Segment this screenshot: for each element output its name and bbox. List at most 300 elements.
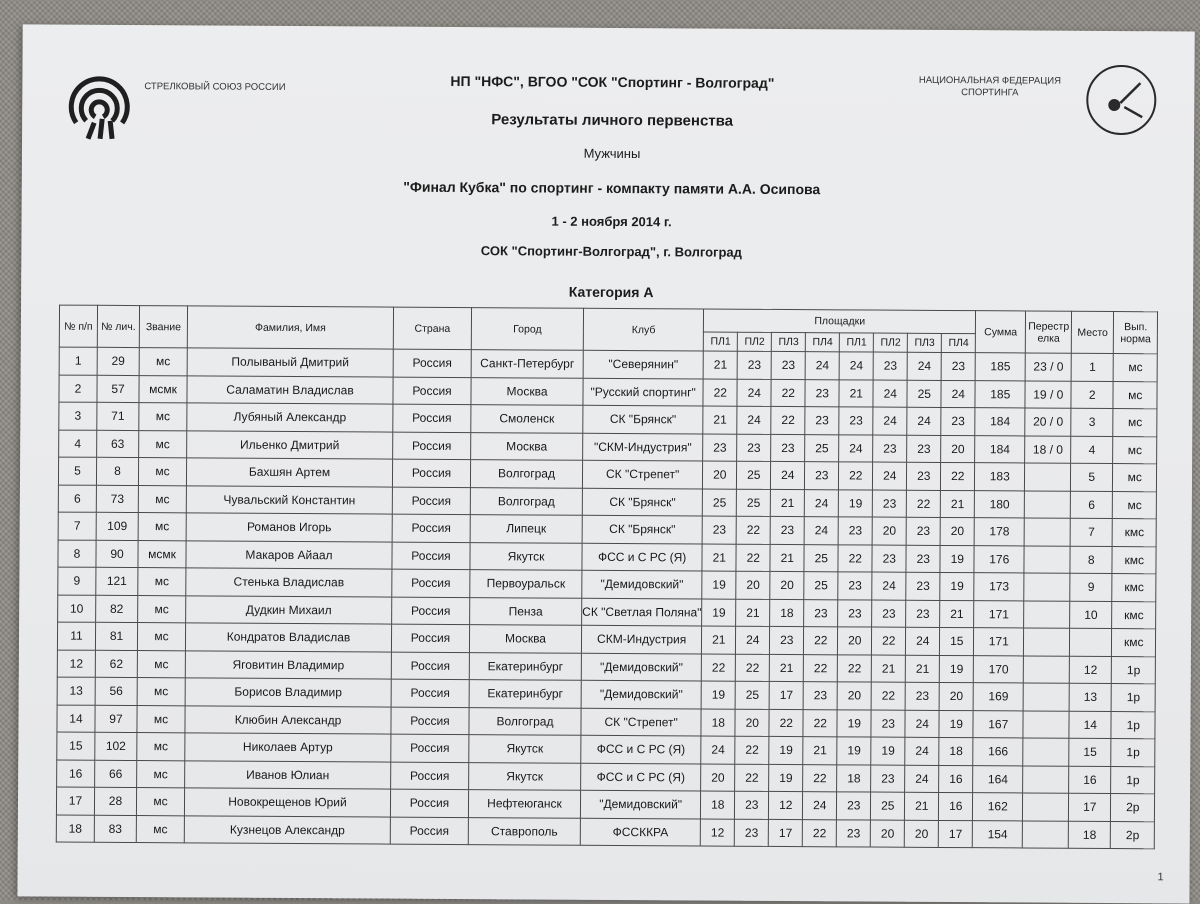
round-score: 20 bbox=[838, 627, 872, 655]
shootoff-result bbox=[1023, 683, 1069, 711]
round-score: 18 bbox=[837, 764, 871, 792]
place: 4 bbox=[1071, 436, 1113, 464]
place: 18 bbox=[1069, 821, 1111, 849]
round-score: 22 bbox=[736, 544, 770, 572]
athlete-name: Лубяный Александр bbox=[187, 403, 393, 432]
round-score: 23 bbox=[941, 352, 975, 380]
round-score: 19 bbox=[769, 764, 803, 792]
total-sum: 169 bbox=[973, 683, 1023, 711]
license-number: 28 bbox=[94, 787, 136, 815]
col-header-license: № лич. bbox=[97, 305, 139, 347]
round-score: 19 bbox=[702, 599, 736, 627]
norm-achieved: кмс bbox=[1112, 519, 1156, 547]
athlete-name: Чувальский Константин bbox=[186, 485, 392, 514]
city: Ставрополь bbox=[468, 817, 580, 845]
round-score: 19 bbox=[940, 572, 974, 600]
document-title: Результаты личного первенства bbox=[491, 111, 734, 130]
sport-rank: мс bbox=[136, 788, 184, 816]
row-number: 3 bbox=[59, 402, 97, 430]
round-score: 23 bbox=[805, 462, 839, 490]
round-score: 20 bbox=[905, 820, 939, 848]
row-number: 13 bbox=[57, 677, 95, 705]
round-score: 25 bbox=[735, 681, 769, 709]
total-sum: 184 bbox=[975, 435, 1025, 463]
place bbox=[1070, 628, 1112, 656]
license-number: 29 bbox=[97, 347, 139, 375]
license-number: 102 bbox=[95, 732, 137, 760]
round-score: 24 bbox=[736, 626, 770, 654]
col-header-round: ПЛ4 bbox=[942, 333, 976, 352]
round-score: 24 bbox=[805, 489, 839, 517]
country: Россия bbox=[390, 789, 468, 817]
norm-achieved: 2р bbox=[1111, 821, 1155, 849]
city: Липецк bbox=[470, 515, 582, 543]
row-number: 4 bbox=[59, 430, 97, 458]
round-score: 22 bbox=[736, 516, 770, 544]
round-score: 15 bbox=[940, 627, 974, 655]
round-score: 22 bbox=[771, 406, 805, 434]
sport-rank: мс bbox=[137, 760, 185, 788]
total-sum: 176 bbox=[974, 545, 1024, 573]
sport-rank: мс bbox=[139, 348, 187, 376]
round-score: 24 bbox=[737, 379, 771, 407]
category-label: Категория А bbox=[568, 283, 654, 301]
round-score: 22 bbox=[871, 682, 905, 710]
city: Пенза bbox=[470, 597, 582, 625]
total-sum: 171 bbox=[974, 600, 1024, 628]
total-sum: 154 bbox=[973, 820, 1023, 848]
round-score: 24 bbox=[905, 710, 939, 738]
country: Россия bbox=[392, 569, 470, 597]
round-score: 21 bbox=[803, 737, 837, 765]
round-score: 20 bbox=[837, 682, 871, 710]
round-score: 18 bbox=[770, 599, 804, 627]
round-score: 22 bbox=[735, 736, 769, 764]
country: Россия bbox=[392, 459, 470, 487]
round-score: 25 bbox=[737, 489, 771, 517]
round-score: 22 bbox=[839, 462, 873, 490]
round-score: 19 bbox=[940, 545, 974, 573]
gender-label: Мужчины bbox=[583, 145, 641, 162]
round-score: 22 bbox=[804, 627, 838, 655]
round-score: 19 bbox=[839, 489, 873, 517]
shootoff-result bbox=[1024, 628, 1070, 656]
row-number: 9 bbox=[58, 567, 96, 595]
round-score: 22 bbox=[838, 544, 872, 572]
club: ФСС и С РС (Я) bbox=[582, 543, 702, 571]
round-score: 23 bbox=[871, 710, 905, 738]
license-number: 81 bbox=[95, 622, 137, 650]
norm-achieved: мс bbox=[1113, 381, 1157, 409]
event-name: "Финал Кубка" по спортинг - компакту памяти А.А. Осипова bbox=[403, 178, 821, 198]
norm-achieved: мс bbox=[1113, 409, 1157, 437]
total-sum: 167 bbox=[973, 710, 1023, 738]
round-score: 19 bbox=[702, 571, 736, 599]
org-right-name: НАЦИОНАЛЬНАЯ ФЕДЕРАЦИЯ СПОРТИНГА bbox=[918, 74, 1062, 99]
place: 1 bbox=[1071, 353, 1113, 381]
sport-rank: мс bbox=[139, 430, 187, 458]
license-number: 83 bbox=[94, 815, 136, 843]
country: Россия bbox=[393, 432, 471, 460]
city: Москва bbox=[471, 377, 583, 405]
total-sum: 180 bbox=[975, 490, 1025, 518]
round-score: 23 bbox=[871, 765, 905, 793]
round-score: 23 bbox=[907, 462, 941, 490]
round-score: 24 bbox=[803, 792, 837, 820]
norm-achieved: 1р bbox=[1111, 684, 1155, 712]
sport-rank: мсмк bbox=[139, 375, 187, 403]
club: СК "Стрепет" bbox=[581, 708, 701, 736]
col-header-num: № п/п bbox=[59, 305, 97, 347]
club: СК "Стрепет" bbox=[582, 460, 702, 488]
license-number: 56 bbox=[95, 677, 137, 705]
place: 15 bbox=[1069, 738, 1111, 766]
sport-rank: мс bbox=[137, 705, 185, 733]
club: "Северянин" bbox=[583, 350, 703, 378]
row-number: 16 bbox=[57, 760, 95, 788]
document-sheet bbox=[17, 24, 1194, 903]
round-score: 23 bbox=[703, 434, 737, 462]
athlete-name: Саламатин Владислав bbox=[187, 375, 393, 404]
club: "Демидовский" bbox=[582, 570, 702, 598]
sport-rank: мс bbox=[136, 815, 184, 843]
sport-rank: мс bbox=[137, 678, 185, 706]
athlete-name: Бахшян Артем bbox=[186, 458, 392, 487]
round-score: 23 bbox=[771, 351, 805, 379]
round-score: 25 bbox=[703, 489, 737, 517]
shootoff-result bbox=[1024, 655, 1070, 683]
round-score: 24 bbox=[804, 517, 838, 545]
round-score: 21 bbox=[941, 490, 975, 518]
round-score: 21 bbox=[940, 600, 974, 628]
round-score: 24 bbox=[873, 380, 907, 408]
round-score: 23 bbox=[771, 434, 805, 462]
country: Россия bbox=[392, 597, 470, 625]
round-score: 21 bbox=[702, 544, 736, 572]
round-score: 24 bbox=[873, 407, 907, 435]
place: 8 bbox=[1070, 546, 1112, 574]
license-number: 63 bbox=[97, 430, 139, 458]
round-score: 21 bbox=[905, 792, 939, 820]
round-score: 23 bbox=[702, 516, 736, 544]
round-score: 18 bbox=[939, 737, 973, 765]
norm-achieved: мс bbox=[1113, 354, 1157, 382]
round-score: 24 bbox=[907, 407, 941, 435]
round-score: 23 bbox=[906, 572, 940, 600]
sport-rank: мс bbox=[137, 623, 185, 651]
round-score: 23 bbox=[838, 517, 872, 545]
round-score: 24 bbox=[872, 572, 906, 600]
round-score: 22 bbox=[803, 709, 837, 737]
city: Екатеринбург bbox=[469, 652, 581, 680]
athlete-name: Новокрещенов Юрий bbox=[184, 788, 390, 817]
round-score: 22 bbox=[838, 654, 872, 682]
sport-rank: мсмк bbox=[138, 540, 186, 568]
shootoff-result bbox=[1023, 820, 1069, 848]
club: СК "Светлая Поляна" bbox=[582, 598, 702, 626]
round-score: 19 bbox=[837, 737, 871, 765]
round-score: 23 bbox=[805, 379, 839, 407]
norm-achieved: 1р bbox=[1111, 711, 1155, 739]
round-score: 20 bbox=[735, 709, 769, 737]
round-score: 22 bbox=[771, 379, 805, 407]
total-sum: 185 bbox=[975, 380, 1025, 408]
place: 10 bbox=[1070, 601, 1112, 629]
country: Россия bbox=[393, 377, 471, 405]
round-score: 23 bbox=[804, 599, 838, 627]
license-number: 66 bbox=[95, 760, 137, 788]
col-header-sum: Сумма bbox=[976, 311, 1026, 353]
athlete-name: Макаров Айаал bbox=[186, 540, 392, 569]
norm-achieved: 1р bbox=[1111, 739, 1155, 767]
license-number: 109 bbox=[96, 512, 138, 540]
license-number: 71 bbox=[97, 402, 139, 430]
round-score: 16 bbox=[939, 792, 973, 820]
row-number: 17 bbox=[56, 787, 94, 815]
round-score: 23 bbox=[770, 626, 804, 654]
round-score: 19 bbox=[940, 655, 974, 683]
shootoff-result: 20 / 0 bbox=[1025, 408, 1071, 436]
country: Россия bbox=[392, 542, 470, 570]
shootoff-result bbox=[1023, 738, 1069, 766]
shootoff-result: 23 / 0 bbox=[1025, 353, 1071, 381]
round-score: 16 bbox=[939, 765, 973, 793]
round-score: 20 bbox=[939, 682, 973, 710]
license-number: 90 bbox=[96, 540, 138, 568]
round-score: 22 bbox=[702, 654, 736, 682]
norm-achieved: кмс bbox=[1112, 629, 1156, 657]
col-header-shootoff: Перестрелка bbox=[1026, 311, 1072, 353]
sport-rank: мс bbox=[138, 568, 186, 596]
round-score: 19 bbox=[701, 681, 735, 709]
round-score: 25 bbox=[871, 792, 905, 820]
city: Якутск bbox=[469, 735, 581, 763]
athlete-name: Борисов Владимир bbox=[185, 678, 391, 707]
city: Первоуральск bbox=[470, 570, 582, 598]
row-number: 1 bbox=[59, 347, 97, 375]
round-score: 23 bbox=[837, 819, 871, 847]
round-score: 24 bbox=[873, 462, 907, 490]
round-score: 19 bbox=[939, 710, 973, 738]
club: "СКМ-Индустрия" bbox=[583, 433, 703, 461]
row-number: 6 bbox=[58, 485, 96, 513]
sport-rank: мс bbox=[138, 513, 186, 541]
round-score: 23 bbox=[737, 351, 771, 379]
athlete-name: Ильенко Дмитрий bbox=[187, 430, 393, 459]
shootoff-result bbox=[1023, 710, 1069, 738]
round-score: 23 bbox=[735, 791, 769, 819]
sport-rank: мс bbox=[139, 403, 187, 431]
round-score: 21 bbox=[839, 379, 873, 407]
col-header-rank: Звание bbox=[139, 306, 187, 348]
round-score: 22 bbox=[735, 764, 769, 792]
round-score: 23 bbox=[838, 599, 872, 627]
sport-rank: мс bbox=[137, 650, 185, 678]
organizers: НП "НФС", ВГОО "СОК "Спортинг - Волгоград" bbox=[450, 72, 775, 91]
round-score: 23 bbox=[873, 352, 907, 380]
col-header-place: Место bbox=[1072, 311, 1114, 353]
round-score: 22 bbox=[703, 379, 737, 407]
round-score: 24 bbox=[737, 406, 771, 434]
round-score: 23 bbox=[873, 490, 907, 518]
round-score: 21 bbox=[770, 654, 804, 682]
total-sum: 162 bbox=[973, 793, 1023, 821]
row-number: 15 bbox=[57, 732, 95, 760]
country: Россия bbox=[391, 707, 469, 735]
total-sum: 185 bbox=[975, 353, 1025, 381]
athlete-name: Кондратов Владислав bbox=[185, 623, 391, 652]
col-header-round: ПЛ3 bbox=[908, 333, 942, 352]
col-header-club: Клуб bbox=[583, 308, 704, 351]
country: Россия bbox=[391, 734, 469, 762]
athlete-name: Яговитин Владимир bbox=[185, 650, 391, 679]
row-number: 5 bbox=[58, 457, 96, 485]
round-score: 18 bbox=[701, 709, 735, 737]
total-sum: 170 bbox=[974, 655, 1024, 683]
athlete-name: Дудкин Михаил bbox=[186, 595, 392, 624]
country: Россия bbox=[391, 679, 469, 707]
round-score: 20 bbox=[872, 517, 906, 545]
col-header-round: ПЛ1 bbox=[704, 332, 738, 351]
round-score: 21 bbox=[771, 489, 805, 517]
club: "Демидовский" bbox=[581, 653, 701, 681]
total-sum: 183 bbox=[975, 463, 1025, 491]
round-score: 23 bbox=[737, 434, 771, 462]
city: Екатеринбург bbox=[469, 680, 581, 708]
round-score: 23 bbox=[735, 819, 769, 847]
license-number: 62 bbox=[95, 650, 137, 678]
round-score: 17 bbox=[769, 681, 803, 709]
country: Россия bbox=[393, 349, 471, 377]
country: Россия bbox=[391, 652, 469, 680]
norm-achieved: 2р bbox=[1111, 794, 1155, 822]
round-score: 24 bbox=[839, 352, 873, 380]
round-score: 19 bbox=[837, 709, 871, 737]
shootoff-result bbox=[1024, 518, 1070, 546]
license-number: 73 bbox=[96, 485, 138, 513]
row-number: 2 bbox=[59, 375, 97, 403]
city: Санкт-Петербург bbox=[471, 350, 583, 378]
city: Нефтеюганск bbox=[468, 790, 580, 818]
shootoff-result bbox=[1025, 490, 1071, 518]
event-dates: 1 - 2 ноября 2014 г. bbox=[551, 213, 672, 230]
sport-rank: мс bbox=[138, 595, 186, 623]
org-left-name: СТРЕЛКОВЫЙ СОЮЗ РОССИИ bbox=[144, 81, 286, 93]
round-score: 23 bbox=[906, 517, 940, 545]
athlete-name: Иванов Юлиан bbox=[185, 760, 391, 789]
place: 16 bbox=[1069, 766, 1111, 794]
norm-achieved: 1р bbox=[1112, 656, 1156, 684]
norm-achieved: кмс bbox=[1112, 546, 1156, 574]
round-score: 24 bbox=[906, 627, 940, 655]
shootoff-result bbox=[1023, 765, 1069, 793]
country: Россия bbox=[393, 404, 471, 432]
round-score: 23 bbox=[941, 407, 975, 435]
round-score: 20 bbox=[701, 764, 735, 792]
total-sum: 184 bbox=[975, 408, 1025, 436]
club: ФСС и С РС (Я) bbox=[581, 763, 701, 791]
row-number: 18 bbox=[56, 815, 94, 843]
round-score: 22 bbox=[907, 490, 941, 518]
round-score: 23 bbox=[839, 407, 873, 435]
col-header-round: ПЛ2 bbox=[738, 332, 772, 351]
round-score: 20 bbox=[770, 571, 804, 599]
round-score: 22 bbox=[804, 654, 838, 682]
round-score: 20 bbox=[736, 571, 770, 599]
round-score: 19 bbox=[769, 736, 803, 764]
round-score: 23 bbox=[803, 682, 837, 710]
round-score: 23 bbox=[838, 572, 872, 600]
round-score: 20 bbox=[940, 517, 974, 545]
club: ФССККРА bbox=[580, 818, 700, 846]
round-score: 25 bbox=[804, 544, 838, 572]
total-sum: 173 bbox=[974, 573, 1024, 601]
round-score: 12 bbox=[701, 818, 735, 846]
place: 2 bbox=[1071, 381, 1113, 409]
round-score: 24 bbox=[941, 380, 975, 408]
round-score: 22 bbox=[941, 462, 975, 490]
place: 7 bbox=[1070, 518, 1112, 546]
round-score: 23 bbox=[873, 435, 907, 463]
table-row bbox=[56, 815, 1154, 849]
license-number: 82 bbox=[96, 595, 138, 623]
place: 12 bbox=[1070, 656, 1112, 684]
col-header-round: ПЛ1 bbox=[840, 333, 874, 352]
row-number: 10 bbox=[58, 595, 96, 623]
club: ФСС и С РС (Я) bbox=[581, 735, 701, 763]
col-header-norm: Вып. норма bbox=[1114, 312, 1158, 354]
place: 5 bbox=[1071, 463, 1113, 491]
round-score: 23 bbox=[872, 545, 906, 573]
norm-achieved: мс bbox=[1113, 491, 1157, 519]
round-score: 20 bbox=[703, 461, 737, 489]
round-score: 22 bbox=[736, 654, 770, 682]
club: СК "Брянск" bbox=[582, 515, 702, 543]
shootoff-result bbox=[1024, 573, 1070, 601]
total-sum: 164 bbox=[973, 765, 1023, 793]
athlete-name: Клюбин Александр bbox=[185, 705, 391, 734]
page-number: 1 bbox=[1157, 871, 1164, 884]
col-header-name: Фамилия, Имя bbox=[187, 306, 393, 349]
round-score: 20 bbox=[871, 820, 905, 848]
results-table bbox=[56, 305, 1159, 850]
round-score: 21 bbox=[872, 655, 906, 683]
club: "Демидовский" bbox=[580, 790, 700, 818]
round-score: 24 bbox=[907, 352, 941, 380]
round-score: 19 bbox=[871, 737, 905, 765]
shootoff-result: 19 / 0 bbox=[1025, 380, 1071, 408]
row-number: 11 bbox=[57, 622, 95, 650]
sport-rank: мс bbox=[138, 485, 186, 513]
athlete-name: Романов Игорь bbox=[186, 513, 392, 542]
shootoff-result bbox=[1024, 545, 1070, 573]
round-score: 21 bbox=[702, 626, 736, 654]
shootoff-result bbox=[1024, 600, 1070, 628]
athlete-name: Полываный Дмитрий bbox=[187, 348, 393, 377]
country: Россия bbox=[391, 762, 469, 790]
country: Россия bbox=[392, 514, 470, 542]
club: СК "Брянск" bbox=[583, 405, 703, 433]
place: 9 bbox=[1070, 573, 1112, 601]
shootoff-result bbox=[1025, 463, 1071, 491]
round-score: 23 bbox=[906, 600, 940, 628]
round-score: 22 bbox=[803, 764, 837, 792]
city: Волгоград bbox=[469, 707, 581, 735]
round-score: 22 bbox=[769, 709, 803, 737]
club: СКМ-Индустрия bbox=[581, 625, 701, 653]
row-number: 14 bbox=[57, 705, 95, 733]
shootoff-result: 18 / 0 bbox=[1025, 435, 1071, 463]
